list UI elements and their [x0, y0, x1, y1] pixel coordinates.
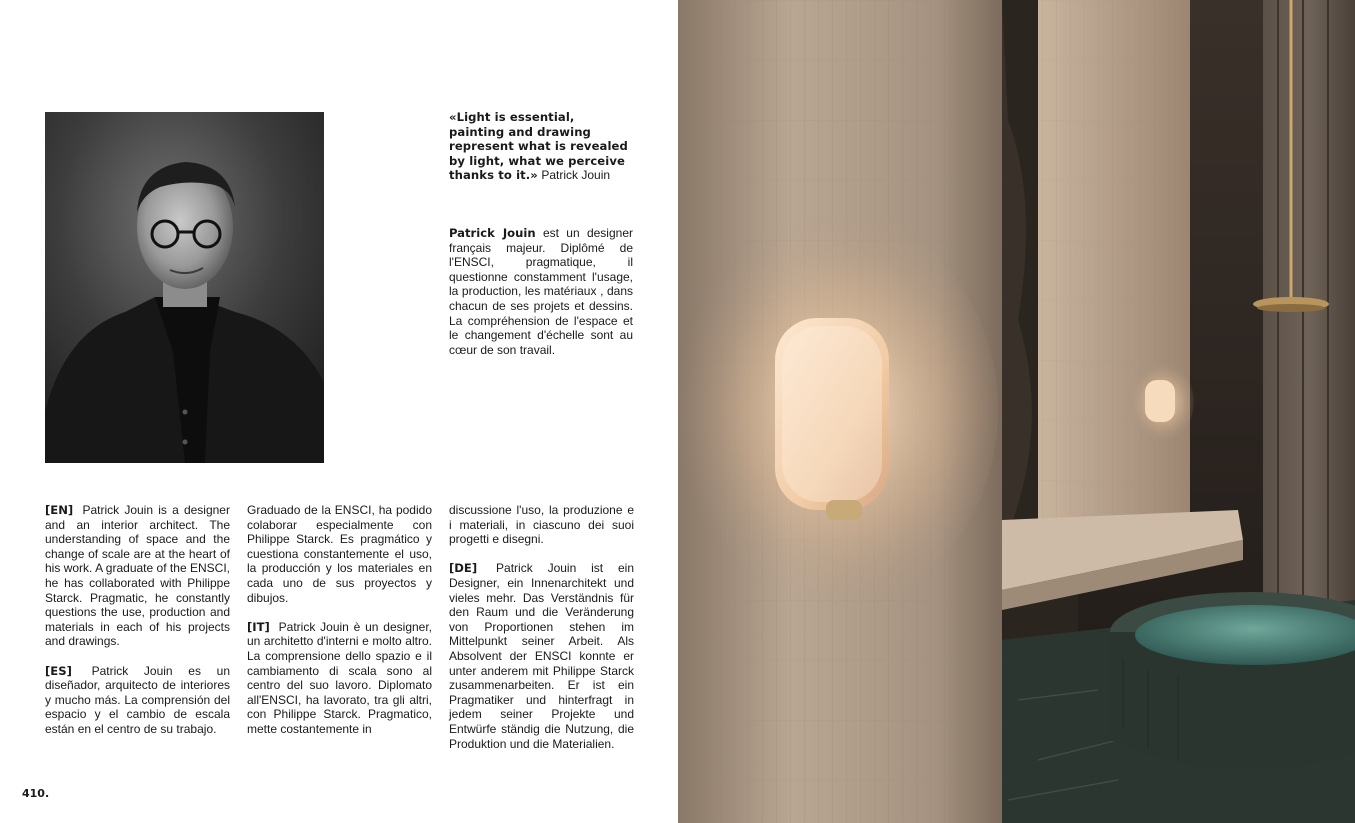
paragraph-en — [45, 503, 230, 649]
text-column-3 — [449, 503, 634, 766]
paragraph-it-cont — [449, 503, 634, 547]
text-column-2 — [247, 503, 432, 751]
lang-tag-de: [DE] — [449, 561, 478, 576]
lang-tag-en: [EN] — [45, 503, 74, 517]
text-de: Patrick Jouin ist ein Designer, ein Innenarchitekt und vieles mehr. Das Verständnis für den Raum und die Veränderung von Proportionen stehen im Mittelpunkt seiner Arbeit. Als Absolvent der ENSCI konnte er unter anderem mit Philippe Starck zusammenarbeiten. Er ist ein Pragmatiker und hinterfragt in jedem seiner Projekte und Entwürfe ständig die Nutzung, die Produktion und die Materialien. — [449, 561, 634, 751]
bio-french — [449, 226, 633, 357]
bio-name: Patrick Jouin — [449, 226, 536, 240]
quote-text: «Light is essential, painting and drawing represent what is revealed by light, what we perceive thanks to it.» — [449, 110, 628, 183]
lang-tag-es: [ES] — [45, 663, 72, 678]
paragraph-de — [449, 561, 634, 751]
bio-french-text: est un designer français majeur. Diplômé de l'ENSCI, pragmatique, il questionne constamment l'usage, la production, les matériaux , dans chacun de ses projets et dessins. La compréhension de l'espace et le changement d'échelle sont au cœur de son travail. — [449, 226, 633, 357]
text-es-cont: Graduado de la ENSCI, ha podido colaborar especialmente con Philippe Starck. Es pragmático y cuestiona constantemente el uso, la producción y los materiales en cada uno de sus proyectos y dibujos. — [247, 503, 432, 605]
page-number: 410. — [22, 787, 50, 800]
bathroom-scene-image — [678, 0, 1355, 823]
quote-author: Patrick Jouin — [541, 168, 611, 183]
paragraph-it — [247, 620, 432, 737]
designer-portrait-photo — [45, 112, 324, 463]
pull-quote — [449, 110, 633, 183]
paragraph-es — [45, 664, 230, 737]
paragraph-es-cont — [247, 503, 432, 605]
text-en: Patrick Jouin is a designer and an interior architect. The understanding of space and the change of scale are at the heart of his work. A graduate of the ENSCI, he has collaborated with Philippe Starck. Pragmatic, he constantly questions the use, production and materials in each of his projects and drawings. — [45, 503, 230, 649]
interior-bathroom-photo — [678, 0, 1355, 823]
text-es: Patrick Jouin es un diseñador, arquitecto de interiores y mucho más. La comprensión del espacio y el cambio de escala están en el centro de su trabajo. — [45, 663, 230, 736]
text-column-1 — [45, 503, 230, 751]
text-it-cont: discussione l'uso, la produzione e i materiali, in ciascuno dei suoi progetti e disegni. — [449, 503, 634, 547]
lang-tag-it: [IT] — [247, 619, 270, 634]
portrait-image — [45, 112, 324, 463]
text-it: Patrick Jouin è un designer, un architetto d'interni e molto altro. La comprensione dello spazio e il cambiamento di scala sono al centro del suo lavoro. Diplomato all'ENSCI, ha lavorato, tra gli altri, con Philippe Starck. Pragmatico, mette costantemente in — [247, 619, 433, 736]
